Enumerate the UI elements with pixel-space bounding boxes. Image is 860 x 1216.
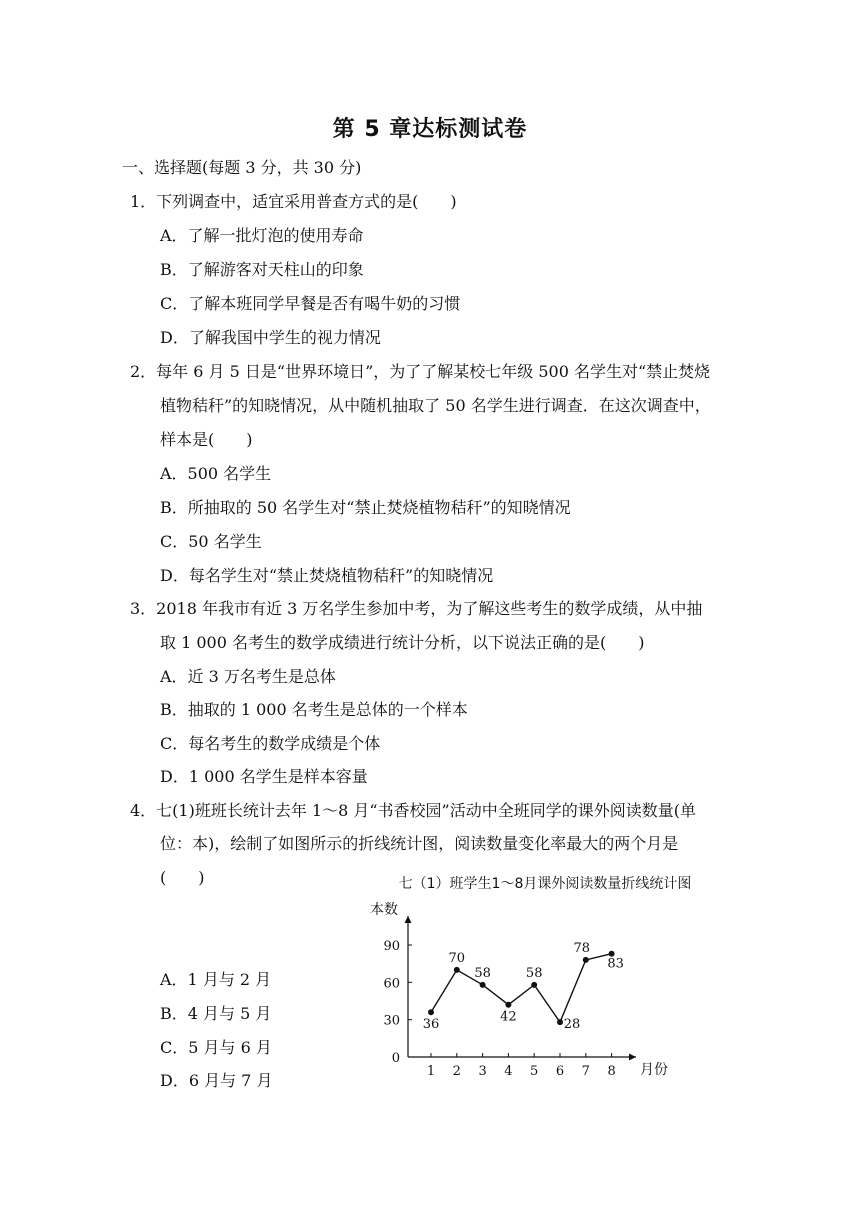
data-label: 28 <box>563 1017 581 1033</box>
x-tick-label: 7 <box>581 1064 590 1079</box>
x-axis-label: 月份 <box>640 1062 668 1078</box>
question-4-stem-line-3: ( ) <box>160 868 205 887</box>
data-point <box>531 982 537 988</box>
y-tick-label: 0 <box>391 1051 400 1066</box>
question-3-stem-line-2: 取 1 000 名考生的数学成绩进行统计分析，以下说法正确的是( ) <box>160 633 645 652</box>
question-1-option-d: D．了解我国中学生的视力情况 <box>160 328 381 347</box>
x-tick-label: 1 <box>426 1064 436 1079</box>
question-3-option-d: D．1 000 名学生是样本容量 <box>160 767 368 786</box>
question-4-stem-line-2: 位：本)，绘制了如图所示的折线统计图，阅读数量变化率最大的两个月是 <box>160 834 679 853</box>
question-3-option-a: A．近 3 万名考生是总体 <box>160 667 336 686</box>
question-4-option-d: D．6 月与 7 月 <box>160 1071 273 1090</box>
question-4-option-c: C．5 月与 6 月 <box>160 1038 272 1057</box>
y-tick-label: 90 <box>383 939 400 954</box>
question-2-stem-line-3: 样本是( ) <box>160 430 253 449</box>
question-2-option-d: D．每名学生对“禁止焚烧植物秸秆”的知晓情况 <box>160 566 494 585</box>
data-label: 58 <box>525 965 543 981</box>
data-point <box>428 1009 434 1015</box>
question-4-option-a: A．1 月与 2 月 <box>160 970 272 989</box>
question-1-option-b: B．了解游客对天柱山的印象 <box>160 260 364 279</box>
section-heading: 一、选择题(每题 3 分，共 30 分) <box>122 158 362 177</box>
data-label: 42 <box>500 1009 517 1025</box>
question-2-option-a: A．500 名学生 <box>160 464 272 483</box>
data-label: 70 <box>448 950 466 966</box>
data-point <box>557 1019 563 1025</box>
data-point <box>583 957 589 963</box>
question-4-option-b: B．4 月与 5 月 <box>160 1004 272 1023</box>
y-tick-label: 30 <box>383 1013 400 1029</box>
reading-line-chart <box>350 868 710 1088</box>
data-point <box>480 982 486 988</box>
question-1-option-c: C．了解本班同学早餐是否有喝牛奶的习惯 <box>160 294 461 313</box>
chart-title: 七（1）班学生1～8月课外阅读数量折线统计图 <box>398 876 692 892</box>
question-4-stem-line-1: 4．七(1)班班长统计去年 1～8 月“书香校园”活动中全班同学的课外阅读数量(单 <box>130 801 696 820</box>
data-label: 36 <box>422 1017 440 1033</box>
data-point <box>454 967 460 973</box>
question-1-stem: 1．下列调查中，适宜采用普查方式的是( ) <box>130 192 457 211</box>
data-label: 58 <box>474 965 491 981</box>
x-tick-label: 2 <box>452 1064 461 1079</box>
page-title: 第 5 章达标测试卷 <box>332 117 528 142</box>
data-point <box>505 1002 511 1008</box>
data-label: 83 <box>607 956 624 972</box>
y-axis-label: 本数 <box>370 902 398 918</box>
x-tick-label: 5 <box>530 1064 539 1079</box>
question-1-option-a: A．了解一批灯泡的使用寿命 <box>160 226 364 245</box>
x-tick-label: 6 <box>555 1064 565 1079</box>
question-3-stem-line-1: 3．2018 年我市有近 3 万名学生参加中考，为了解这些考生的数学成绩，从中抽 <box>130 599 703 618</box>
question-2-option-c: C．50 名学生 <box>160 532 262 551</box>
question-2-stem-line-1: 2．每年 6 月 5 日是“世界环境日”，为了了解某校七年级 500 名学生对“禁止焚烧 <box>130 362 711 381</box>
x-tick-label: 4 <box>504 1064 513 1079</box>
x-tick-label: 8 <box>607 1064 616 1079</box>
question-2-stem-line-2: 植物秸秆”的知晓情况，从中随机抽取了 50 名学生进行调查．在这次调查中， <box>160 396 711 415</box>
question-3-option-b: B．抽取的 1 000 名考生是总体的一个样本 <box>160 700 468 719</box>
question-2-option-b: B．所抽取的 50 名学生对“禁止焚烧植物秸秆”的知晓情况 <box>160 498 571 517</box>
y-tick-label: 60 <box>383 976 400 992</box>
x-tick-label: 3 <box>478 1064 487 1079</box>
data-label: 78 <box>573 940 591 956</box>
question-3-option-c: C．每名考生的数学成绩是个体 <box>160 734 381 753</box>
